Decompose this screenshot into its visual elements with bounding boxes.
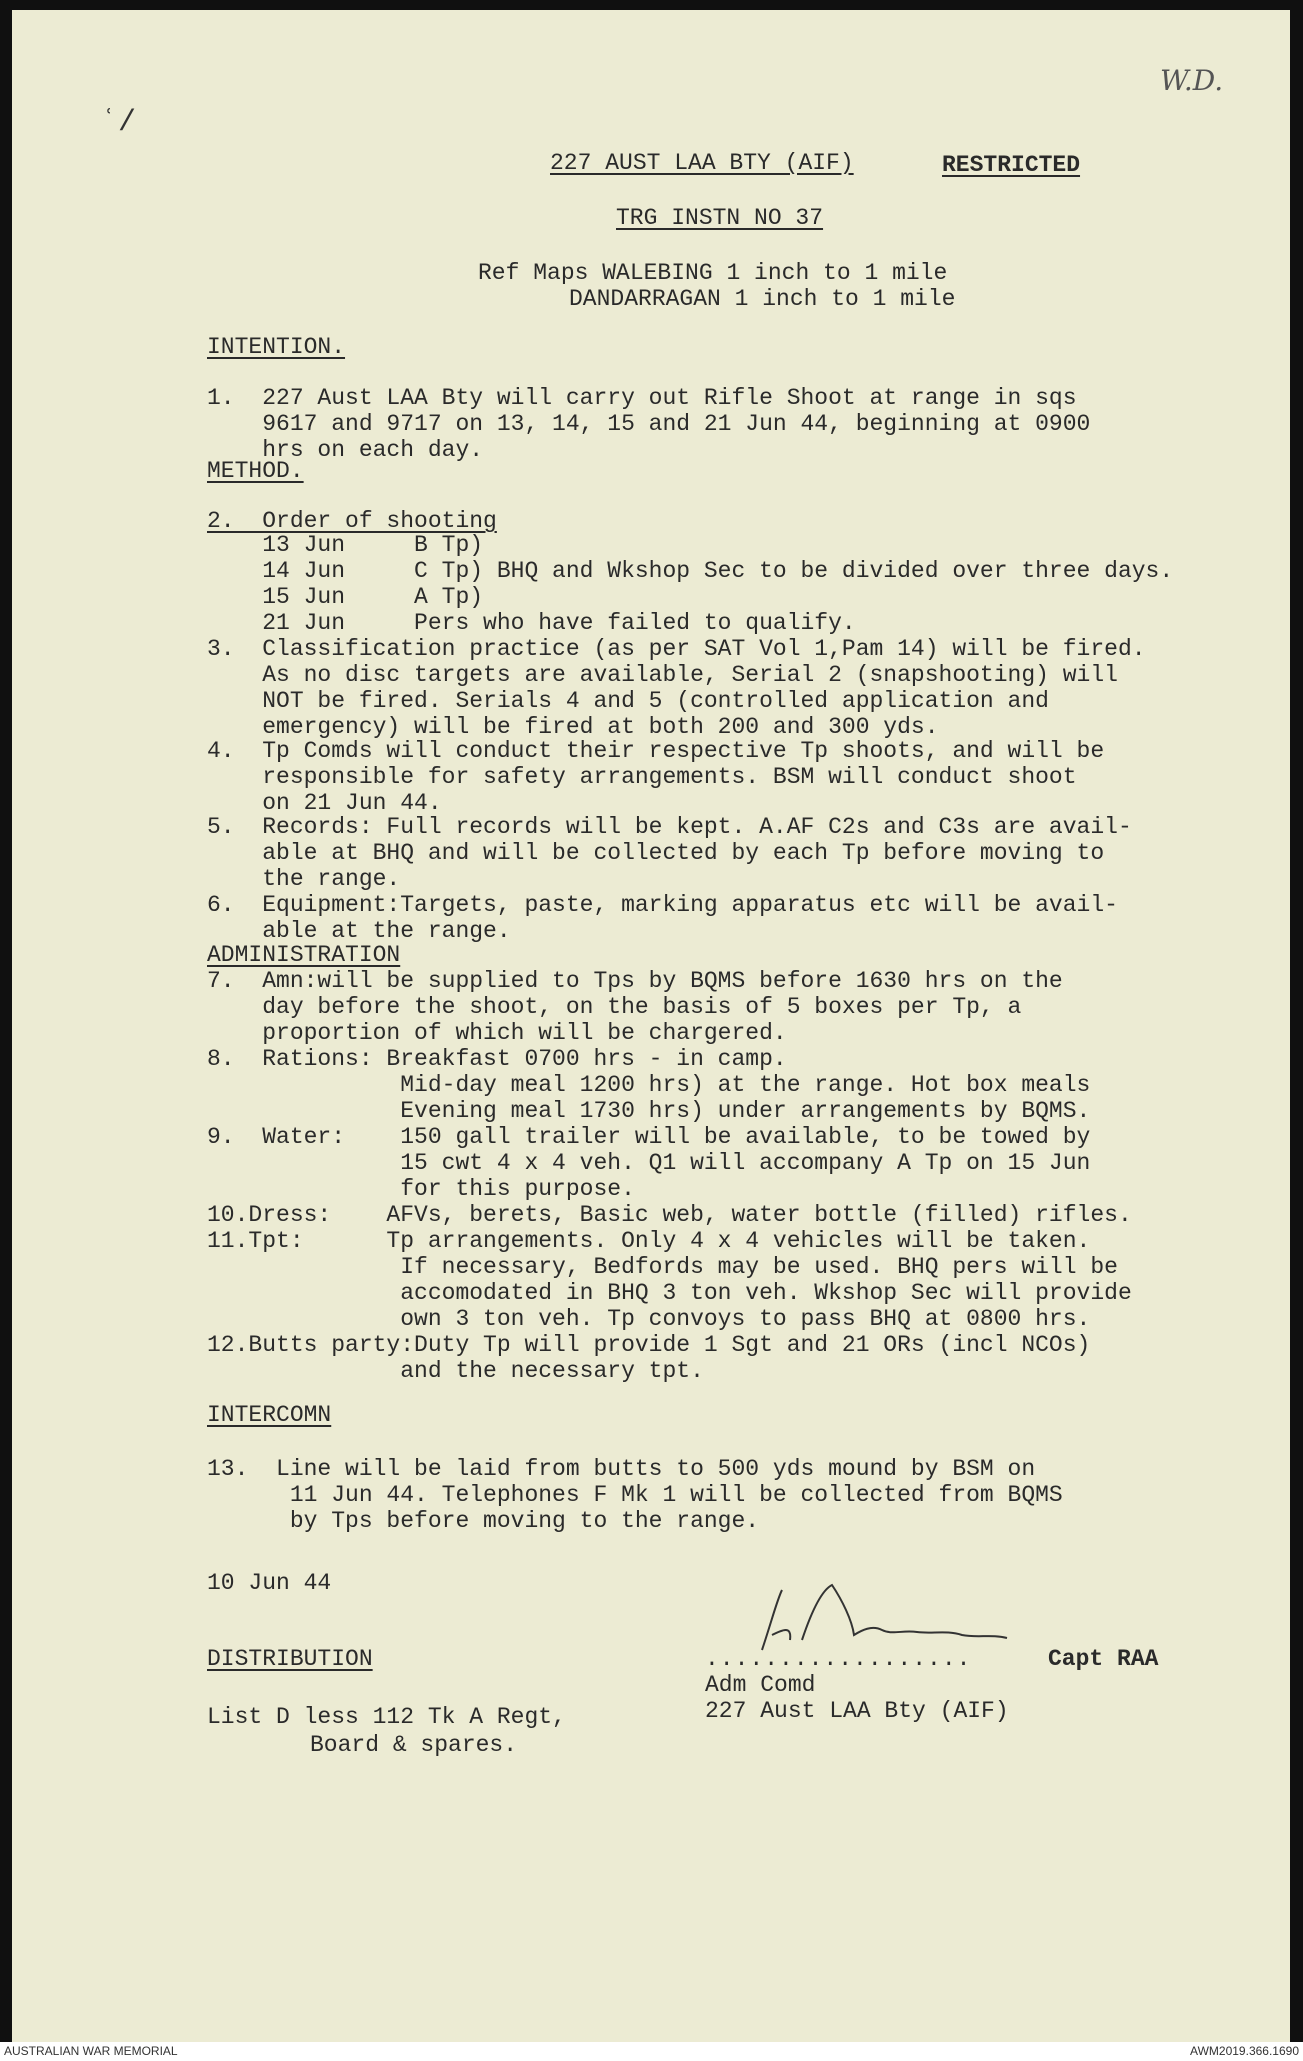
para-4: 4. Tp Comds will conduct their respective Tp shoots, and will be responsible for safety arrangements. BSM will conduct shoot on 21 Jun 44. [207,738,1105,816]
para-2-head: 2. Order of shooting [207,508,497,534]
corner-note: W.D. [1160,64,1224,97]
para-10: 10.Dress: AFVs, berets, Basic web, water bottle (filled) rifles. [207,1202,1132,1228]
heading-method: METHOD. [207,458,304,484]
signature-rank: Capt RAA [1048,1646,1159,1672]
para-8: 8. Rations: Breakfast 0700 hrs - in camp. Mid-day meal 1200 hrs) at the range. Hot box meals Evening meal 1730 hrs) under arrangements by BQMS. [207,1046,1091,1124]
ref-maps-line-1: Ref Maps WALEBING 1 inch to 1 mile [478,260,948,286]
footer-accession-number: AWM2019.366.1690 [1190,2044,1299,2058]
para-13: 13. Line will be laid from butts to 500 yds mound by BSM on 11 Jun 44. Telephones F Mk 1 will be collected from BQMS by Tps before moving to the range. [207,1456,1063,1534]
distribution-line-2: Board & spares. [310,1732,518,1758]
signature-unit: 227 Aust LAA Bty (AIF) [705,1698,1009,1724]
header-classification: RESTRICTED [942,152,1081,178]
tick-mark: ʿ/ [100,106,137,140]
heading-distribution: DISTRIBUTION [207,1646,373,1672]
archive-footer [0,2042,1303,2061]
distribution-line-1: List D less 112 Tk A Regt, [207,1704,566,1730]
para-11: 11.Tpt: Tp arrangements. Only 4 x 4 vehicles will be taken. If necessary, Bedfords may be used. BHQ pers will be accomodated in BHQ 3 ton veh. Wkshop Sec will provide own 3 ton veh. Tp convoys to pass BHQ at 0800 hrs. [207,1228,1132,1332]
para-3: 3. Classification practice (as per SAT Vol 1,Pam 14) will be fired. As no disc targets are available, Serial 2 (snapshooting) will NOT be fired. Serials 4 and 5 (controlled application and emergency) will be fired at both 200 and 300 yds. [207,636,1146,740]
heading-administration: ADMINISTRATION [207,942,401,968]
heading-intercomn: INTERCOMN [207,1402,332,1428]
document-title: TRG INSTN NO 37 [616,205,824,231]
para-1: 1. 227 Aust LAA Bty will carry out Rifle Shoot at range in sqs 9617 and 9717 on 13, 14, 15 and 21 Jun 44, beginning at 0900 hrs on each day. [207,385,1091,463]
para-7: 7. Amn:will be supplied to Tps by BQMS before 1630 hrs on the day before the shoot, on the basis of 5 boxes per Tp, a proportion of which will be chargered. [207,968,1063,1046]
header-unit: 227 AUST LAA BTY (AIF) [550,150,854,176]
ref-maps-line-2: DANDARRAGAN 1 inch to 1 mile [569,286,956,312]
document-date: 10 Jun 44 [207,1570,332,1596]
document-page [12,10,1290,2042]
signature-role: Adm Comd [705,1672,816,1698]
para-9: 9. Water: 150 gall trailer will be available, to be towed by 15 cwt 4 x 4 veh. Q1 will accompany A Tp on 15 Jun for this purpose. [207,1124,1091,1202]
para-2: 13 Jun B Tp) 14 Jun C Tp) BHQ and Wkshop Sec to be divided over three days. 15 Jun A Tp) 21 Jun Pers who have failed to qualify. [207,532,1174,636]
footer-institution: AUSTRALIAN WAR MEMORIAL [4,2044,178,2058]
heading-intention: INTENTION. [207,334,346,360]
para-6: 6. Equipment:Targets, paste, marking apparatus etc will be avail- able at the range. [207,892,1118,944]
signature-dots: .................. [705,1646,972,1672]
para-12: 12.Butts party:Duty Tp will provide 1 Sgt and 21 ORs (incl NCOs) and the necessary tpt. [207,1332,1091,1384]
para-5: 5. Records: Full records will be kept. A.AF C2s and C3s are avail- able at BHQ and will be collected by each Tp before moving to the range. [207,814,1132,892]
